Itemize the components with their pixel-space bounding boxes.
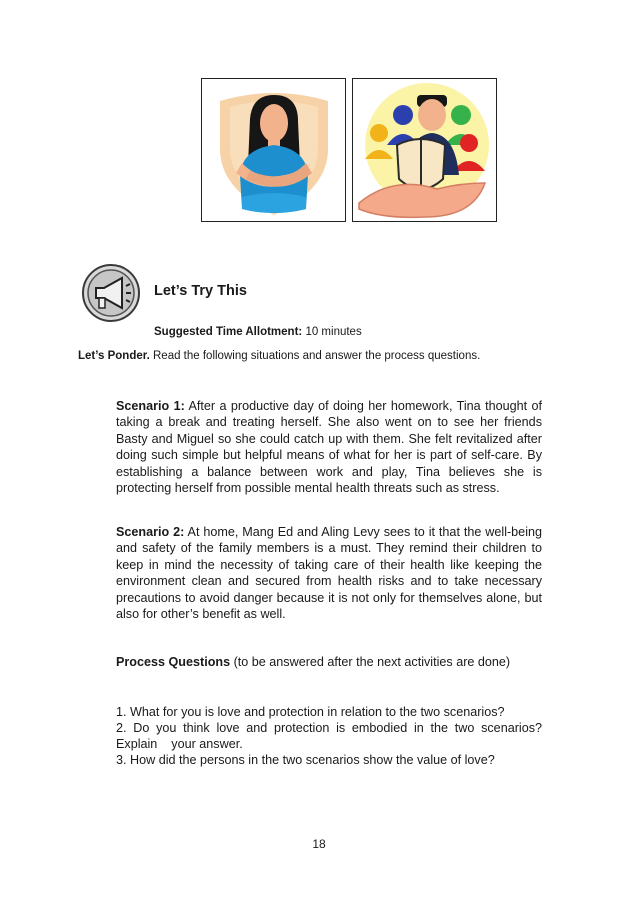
process-questions-heading (116, 654, 510, 670)
scenario-1-label: Scenario 1: (116, 399, 185, 413)
section-title: Let’s Try This (154, 283, 247, 299)
question-3: 3. How did the persons in the two scenarios show the value of love? (116, 753, 495, 767)
scenario-1 (116, 398, 542, 496)
self-care-illustration (201, 78, 346, 222)
family-protection-illustration (352, 78, 497, 222)
process-questions-label: Process Questions (116, 655, 231, 669)
time-allotment-label: Suggested Time Allotment: (154, 326, 303, 338)
question-2: 2. Do you think love and protection is embodied in the two scenarios? Explain your answer. (116, 721, 546, 752)
time-allotment (154, 326, 362, 338)
question-1: 1. What for you is love and protection in relation to the two scenarios? (116, 705, 505, 719)
ponder-label: Let’s Ponder. (78, 350, 150, 362)
process-questions-note: (to be answered after the next activities are done) (230, 655, 511, 669)
self-care-woman-icon (202, 79, 345, 221)
ponder-instruction (78, 350, 480, 362)
scenario-2-label: Scenario 2: (116, 525, 185, 539)
ponder-text: Read the following situations and answer the process questions. (149, 350, 481, 362)
scenario-2 (116, 524, 542, 622)
page-number: 18 (312, 837, 326, 851)
scenario-1-text: After a productive day of doing her homework, Tina thought of taking a break and treating herself. She also went on to see her friends Basty and Miguel so she could catch up with them. She felt revitalized after doing such simple but helpful means of what for her is part of self-care. By establishing a balance between work and play, Tina believes she is protecting herself from possible mental health threats such as stress. (116, 399, 542, 496)
time-allotment-value: 10 minutes (302, 326, 362, 338)
scenario-2-text: At home, Mang Ed and Aling Levy sees to it that the well-being and safety of the family members is a must. They remind their children to keep in mind the necessity of taking care of their health like keeping the environment clean and secured from health risks and to take necessary precautions to avoid danger because it is not only for themselves alone, but also for other’s benefit as well. (116, 525, 542, 622)
megaphone-icon (82, 264, 140, 322)
family-protection-icon (353, 79, 496, 221)
